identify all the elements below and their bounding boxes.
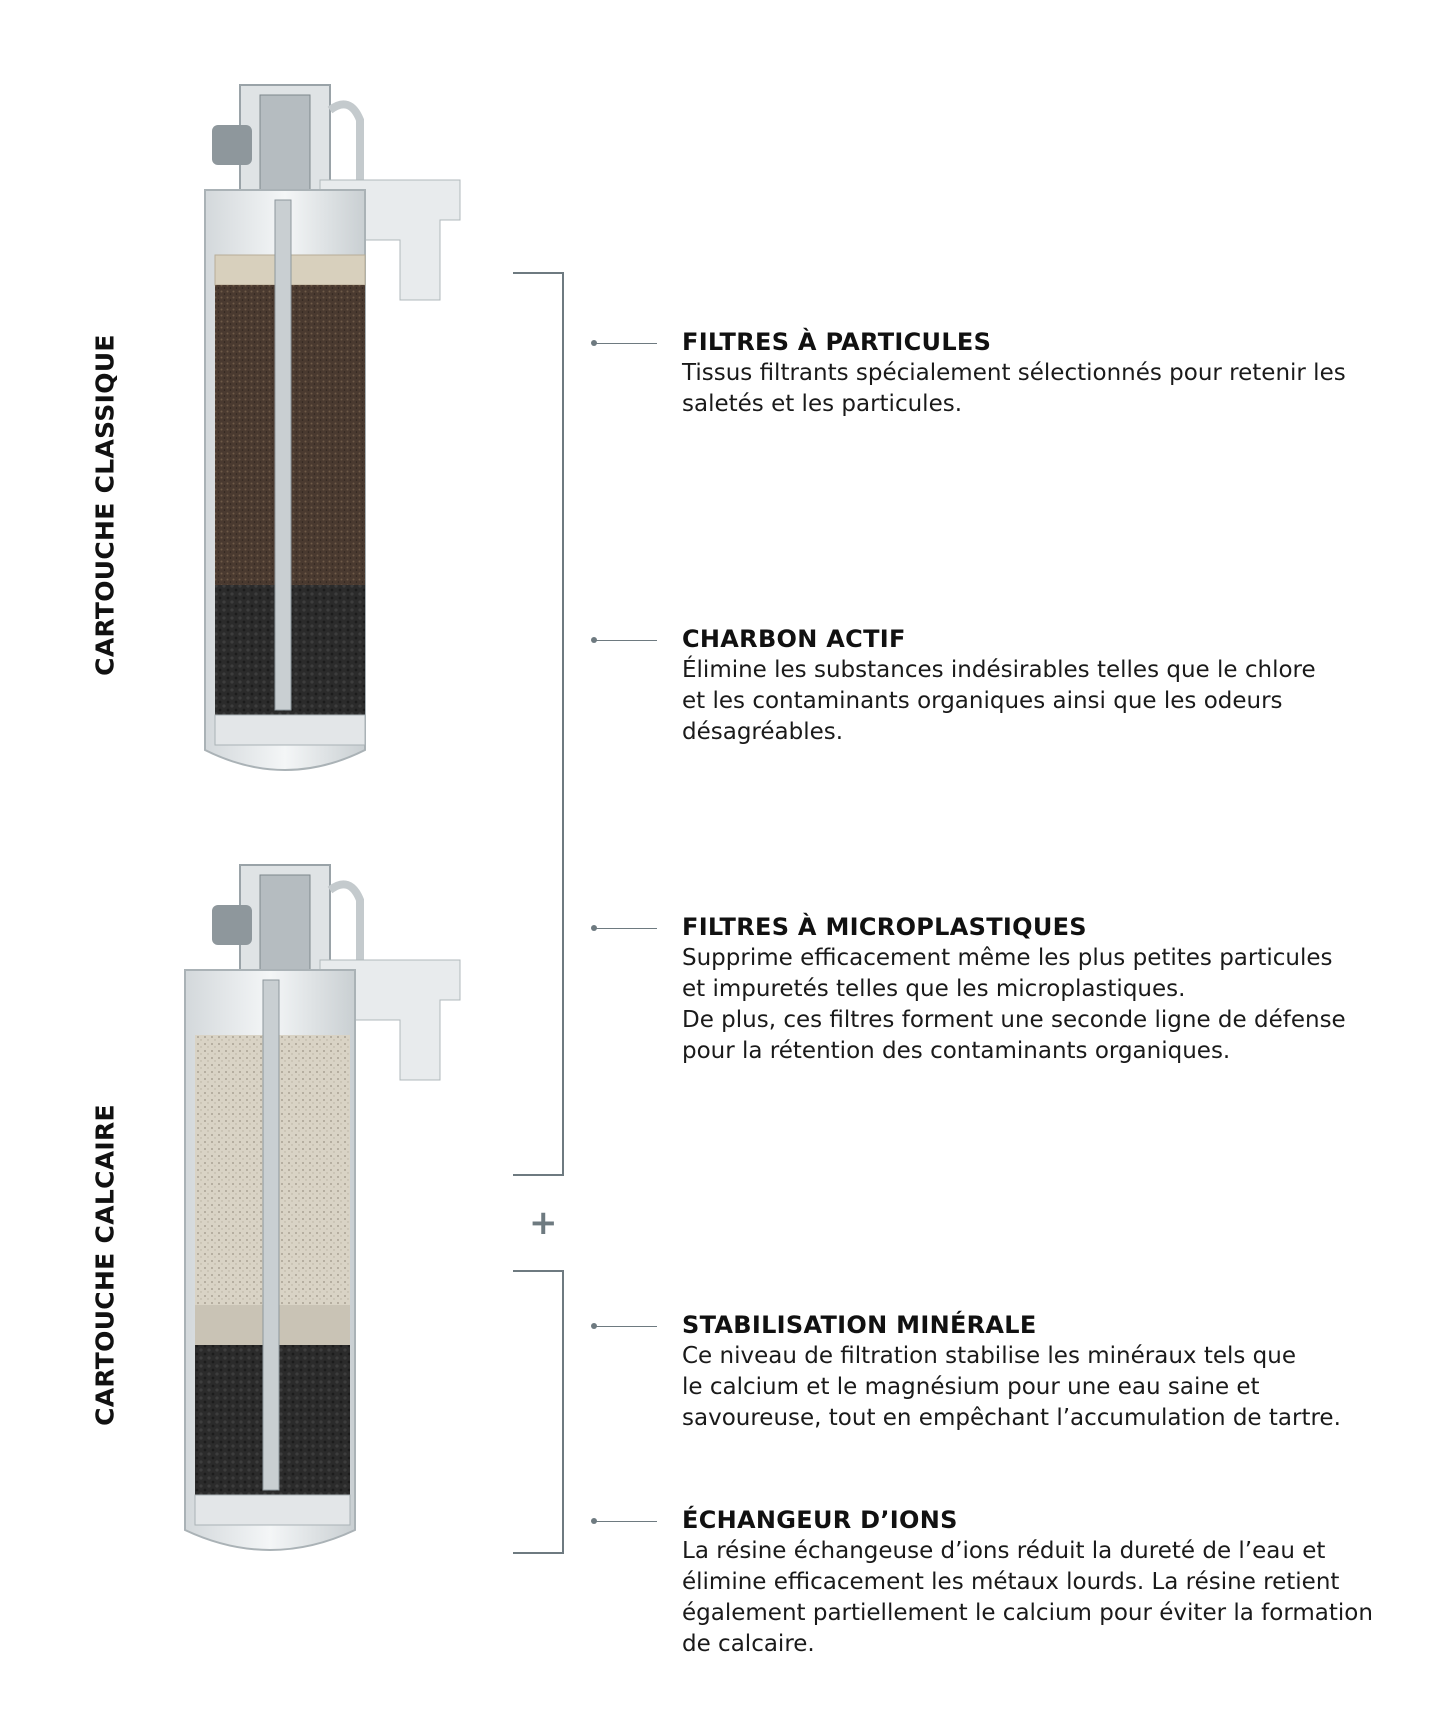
cartridge-body [205,190,365,770]
label-cartouche-classique: CARTOUCHE CLASSIQUE [90,334,120,676]
bracket-calcaire [513,1270,564,1554]
feature-title: STABILISATION MINÉRALE [682,1311,1037,1339]
connector-charbon [595,640,657,641]
cartridge-body [185,970,355,1550]
label-cartouche-calcaire: CARTOUCHE CALCAIRE [90,1104,120,1426]
connector-particules [595,343,657,344]
bracket-classique [513,272,564,1176]
feature-stabilisation-minerale [682,1311,1422,1434]
cartridge-classique-illustration [190,80,490,820]
feature-description: Supprime efficacement même les plus petites particules et impuretés telles que les microplastiques. De plus, ces filtres forment une seconde ligne de défense pour la rétention des contaminants organiques. [682,945,1346,1064]
connector-stabilisation [595,1326,657,1327]
feature-filtres-microplastiques [682,913,1422,1067]
cartridge-calcaire-illustration [175,860,475,1600]
feature-title: CHARBON ACTIF [682,625,906,653]
feature-description: Élimine les substances indésirables telles que le chlore et les contaminants organiques ainsi que les odeurs désagréables. [682,657,1316,745]
feature-title: FILTRES À PARTICULES [682,328,992,356]
connector-echangeur [595,1521,657,1522]
feature-description: Tissus filtrants spécialement sélectionnés pour retenir les saletés et les particules. [682,360,1346,417]
feature-charbon-actif [682,625,1422,748]
connector-microplastiques [595,928,657,929]
feature-description: Ce niveau de filtration stabilise les minéraux tels que le calcium et le magnésium pour une eau saine et savoureuse, tout en empêchant l’accumulation de tartre. [682,1343,1341,1431]
plus-sign: + [529,1203,558,1243]
feature-echangeur-ions [682,1506,1422,1660]
feature-title: FILTRES À MICROPLASTIQUES [682,913,1087,941]
feature-title: ÉCHANGEUR D’IONS [682,1506,958,1534]
feature-description: La résine échangeuse d’ions réduit la dureté de l’eau et élimine efficacement les métaux lourds. La résine retient également partiellement le calcium pour éviter la formation de calcaire. [682,1538,1373,1657]
feature-filtres-particules [682,328,1422,420]
